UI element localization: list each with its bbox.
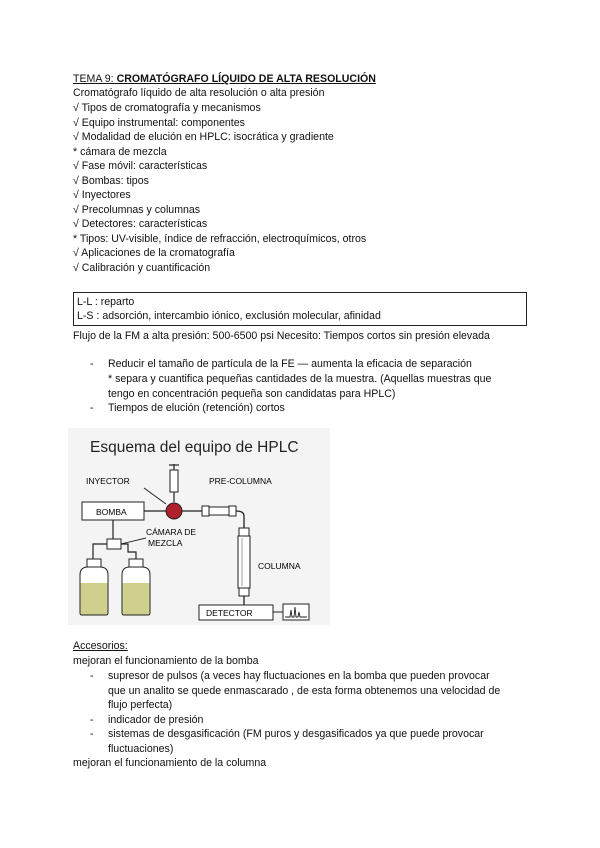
title-prefix: TEMA 9: — [73, 73, 117, 85]
precolumn-fitting — [202, 506, 209, 516]
bullet-dash: - — [90, 670, 94, 682]
topic-item: √ Fase móvil: características — [73, 160, 208, 172]
detector-label: DETECTOR — [206, 608, 253, 618]
hplc-diagram — [68, 428, 330, 625]
bullet-dash: - — [90, 358, 94, 370]
chromatogram-box — [283, 604, 309, 620]
chamber-label-line2: MEZCLA — [148, 538, 183, 548]
topic-item: √ Equipo instrumental: componentes — [73, 116, 245, 129]
precolumn-label: PRE-COLUMNA — [209, 476, 272, 486]
topic-item: √ Calibración y cuantificación — [73, 261, 211, 274]
accessories-pump-intro: mejoran el funcionamiento de la bomba — [73, 655, 259, 667]
precolumn — [209, 507, 229, 515]
accessory-continuation: que un analito se quede enmascarado , de esta forma obtenemos una velocidad de — [108, 684, 501, 697]
topic-item: √ Detectores: características — [73, 218, 208, 230]
bullet-text: Tiempos de elución (retención) cortos — [108, 402, 285, 414]
syringe-body — [170, 470, 178, 492]
mechanism-ls: L-S : adsorción, intercambio iónico, exclusión molecular, afinidad — [77, 310, 381, 322]
solvent-bottle-a — [80, 559, 108, 615]
diagram-title: Esquema del equipo de HPLC — [90, 439, 299, 456]
topic-item: * cámara de mezcla — [73, 145, 167, 158]
topic-item: √ Bombas: tipos — [73, 174, 149, 187]
accessory-text: indicador de presión — [108, 713, 204, 726]
mechanism-box — [73, 292, 527, 326]
bullet-text: Reducir el tamaño de partícula de la FE — aumenta la eficacia de separación — [108, 358, 472, 370]
intro-text: Cromatógrafo líquido de alta resolución o alta presión — [73, 87, 325, 99]
topic-item: √ Modalidad de elución en HPLC: isocrática y gradiente — [73, 131, 334, 143]
accessories-column-intro: mejoran el funcionamiento de la columna — [73, 757, 267, 769]
topic-item: √ Aplicaciones de la cromatografía — [73, 247, 235, 259]
bullet-dash: - — [90, 728, 94, 740]
mixing-chamber — [107, 539, 121, 549]
topic-item: √ Tipos de cromatografía y mecanismos — [73, 102, 261, 114]
accessory-continuation: flujo perfecta) — [108, 699, 173, 711]
injector-valve — [166, 503, 182, 519]
flow-text: Flujo de la FM a alta presión: 500-6500 psi Necesito: Tiempos cortos sin presión elevada — [73, 330, 490, 342]
page-title — [73, 73, 376, 86]
accessory-text: sistemas de desgasificación (FM puros y desgasificados ya que puede provocar — [108, 728, 484, 740]
injector-label: INYECTOR — [86, 476, 130, 486]
bullet-continuation: tengo en concentración pequeña son candidatas para HPLC) — [108, 387, 396, 400]
bullet-continuation: * separa y cuantifica pequeñas cantidades de la muestra. (Aquellas muestras que — [108, 373, 492, 385]
precolumn-fitting — [229, 506, 236, 516]
topic-item: √ Precolumnas y columnas — [73, 203, 201, 216]
topic-item: √ Inyectores — [73, 189, 131, 201]
mechanism-ll: L-L : reparto — [77, 296, 135, 308]
column-label: COLUMNA — [258, 561, 301, 571]
column-fitting — [239, 528, 249, 536]
accessory-continuation: fluctuaciones) — [108, 742, 174, 755]
topic-item: * Tipos: UV-visible, índice de refracción, electroquímicos, otros — [73, 232, 367, 245]
accessory-text: supresor de pulsos (a veces hay fluctuaciones en la bomba que pueden provocar — [108, 670, 490, 682]
column-fitting — [239, 588, 249, 596]
accessories-heading: Accesorios: — [73, 640, 128, 652]
column — [238, 536, 250, 588]
chamber-label-line1: CÁMARA DE — [146, 527, 197, 537]
bullet-dash: - — [90, 713, 94, 726]
solvent-bottle-b — [122, 559, 150, 615]
bullet-dash: - — [90, 402, 94, 414]
pump-label: BOMBA — [96, 507, 127, 517]
title-main: CROMATÓGRAFO LÍQUIDO DE ALTA RESOLUCIÓN — [116, 73, 376, 85]
